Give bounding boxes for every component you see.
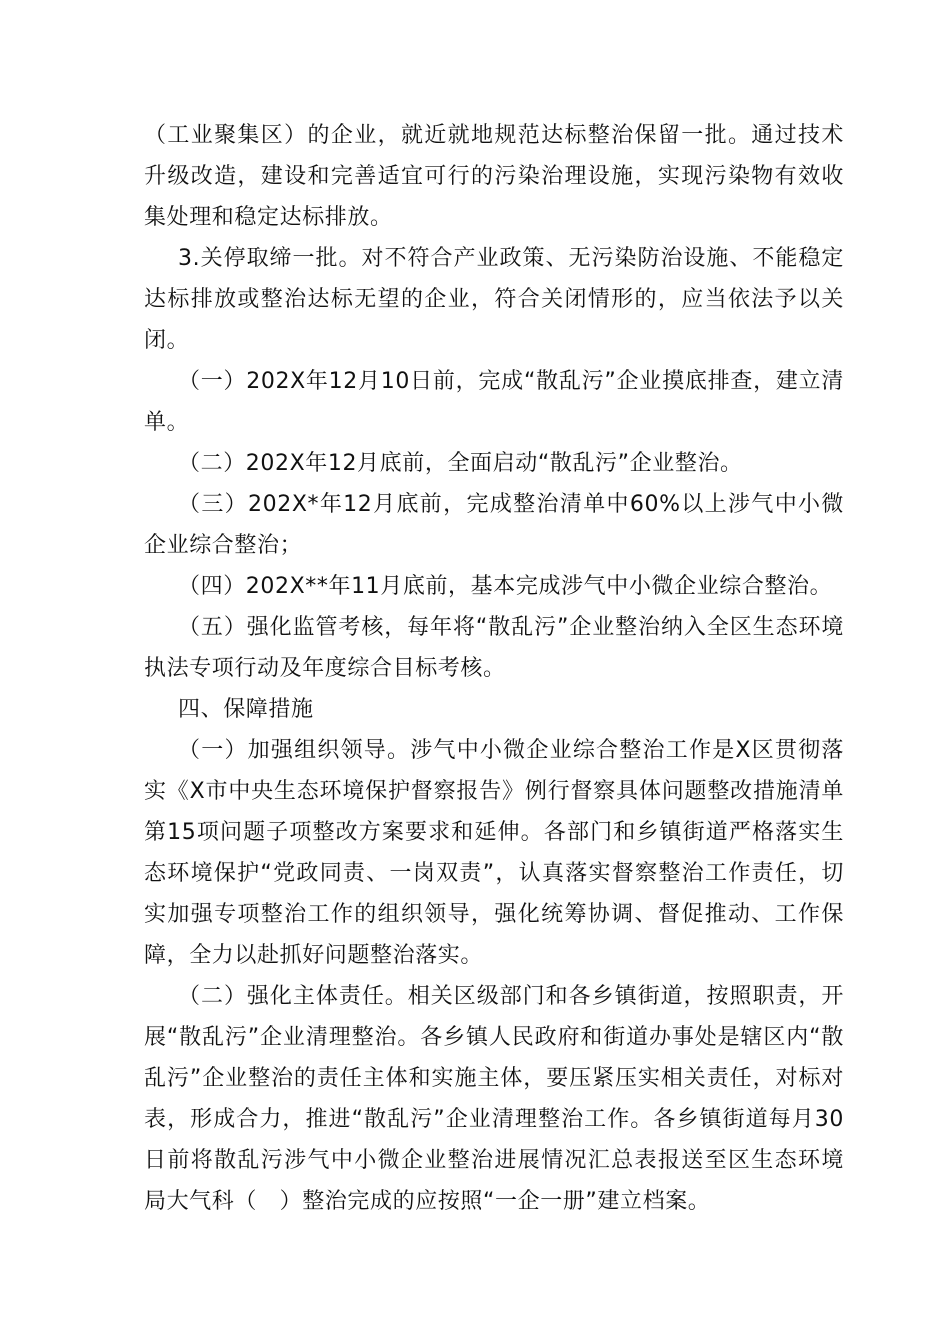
timeline-item-4: （四）202X**年11月底前，基本完成涉气中小微企业综合整治。	[178, 574, 833, 599]
measure-organization: （一）加强组织领导。涉气中小微企业综合整治工作是X区贯彻落实《X市中央生态环境保护督察报告》例行督察具体问题整改措施清单第15项问题子项整改方案要求和延伸。各部门和乡镇街道严格落实生态环境保护“党政同责、一岗双责”，认真落实督察整治工作责任，切实加强专项整治工作的组织领导，强化统筹协调、督促推动、工作保障，全力以赴抓好问题整治落实。	[144, 738, 844, 968]
paragraph-continuation: （工业聚集区）的企业，就近就地规范达标整治保留一批。通过技术升级改造，建设和完善适宜可行的污染治理设施，实现污染物有效收集处理和稳定达标排放。	[144, 123, 844, 230]
timeline-item-2: （二）202X年12月底前，全面启动“散乱污”企业整治。	[178, 451, 743, 476]
paragraph-close-ban: 3.关停取缔一批。对不符合产业政策、无污染防治设施、不能稳定达标排放或整治达标无望的企业，符合关闭情形的，应当依法予以关闭。	[144, 246, 844, 353]
timeline-item-5: （五）强化监管考核，每年将“散乱污”企业整治纳入全区生态环境执法专项行动及年度综合目标考核。	[144, 615, 844, 681]
document-body	[144, 115, 844, 1222]
timeline-item-1: （一）202X年12月10日前，完成“散乱污”企业摸底排查，建立清单。	[144, 369, 844, 435]
timeline-item-3: （三）202X*年12月底前，完成整治清单中60%以上涉气中小微企业综合整治；	[144, 492, 844, 558]
section-heading: 四、保障措施	[178, 697, 314, 722]
measure-responsibility: （二）强化主体责任。相关区级部门和各乡镇街道，按照职责，开展“散乱污”企业清理整治。各乡镇人民政府和街道办事处是辖区内“散乱污”企业整治的责任主体和实施主体，要压紧压实相关责任，对标对表，形成合力，推进“散乱污”企业清理整治工作。各乡镇街道每月30日前将散乱污涉气中小微企业整治进展情况汇总表报送至区生态环境局大气科（ ）整治完成的应按照“一企一册”建立档案。	[144, 984, 844, 1214]
